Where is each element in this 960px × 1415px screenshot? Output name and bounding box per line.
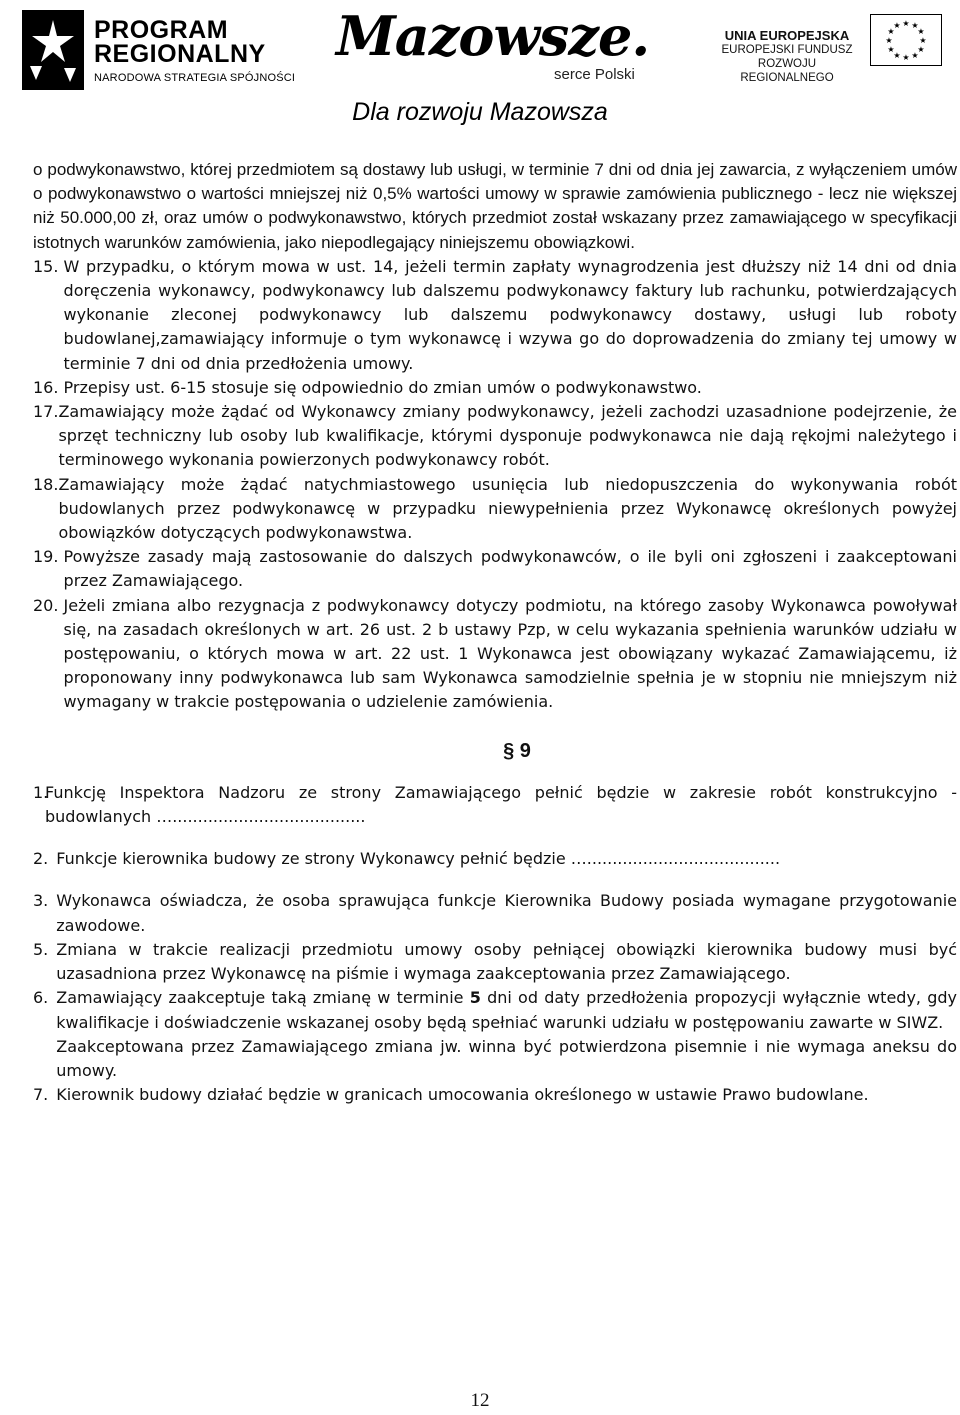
intro-paragraph: o podwykonawstwo, której przedmiotem są dostawy lub usługi, w terminie 7 dni od dnia jej zawarcia, z wyłączeniem umów o podwykonawstwo o wartości mniejszej niż 0,5% wartości umowy w sprawie zamówienia publicznego - lecz nie większej niż 50.000,00 zł, oraz umów o podwykonawstwo, których przedmiot został wskazany przez zamawiającego w specyfikacji istotnych warunków zamówienia, jako niepodlegający niniejszemu obowiązkowi. xyxy=(33,160,957,252)
svg-text:★: ★ xyxy=(917,27,925,36)
item-text: W przypadku, o którym mowa w ust. 14, jeżeli termin zapłaty wynagrodzenia jest dłuższy niż 14 dni od dnia doręczenia wykonawcy, podwykonawcy lub dalszemu podwykonawcy faktury lub rachunku, potwierdzających wykonanie zleconej podwykonawcy lub dalszemu podwykonawcy dostawy, usługi lub roboty budowlanej,zamawiający informuje o tym wykonawcę i wzywa go do doprowadzenia do zmiany tej umowy w terminie 7 dni od dnia przedłożenia umowy. xyxy=(63,256,957,373)
svg-text:★: ★ xyxy=(911,51,919,60)
item-text: Zamawiający może żądać od Wykonawcy zmiany podwykonawcy, jeżeli zachodzi uzasadnione podejrzenie, że sprzęt techniczny lub osoby lub kwalifikacje, którymi dysponuje podwykonawca nie dają rękojmi należytego i terminowego wykonania powierzonych podwykonawcy robót. xyxy=(58,402,957,470)
list-item xyxy=(33,847,957,871)
eu-logo-line1: UNIA EUROPEJSKA xyxy=(724,28,850,43)
item-number: 6. xyxy=(33,988,49,1008)
item-text: Wykonawca oświadcza, że osoba sprawująca funkcje Kierownika Budowy posiada wymagane przygotowanie zawodowe. xyxy=(56,891,957,935)
svg-text:★: ★ xyxy=(893,51,901,60)
list-item xyxy=(33,255,957,376)
list-item xyxy=(33,473,957,546)
item-text: Kierownik budowy działać będzie w granicach umocowania określonego w ustawie Prawo budowlane. xyxy=(56,1085,869,1105)
item-text-bold: 5 xyxy=(469,988,481,1008)
item-text: Funkcję Inspektora Nadzoru ze strony Zamawiającego pełnić będzie w zakresie robót konstrukcyjno - budowlanych …...................................... xyxy=(45,782,957,827)
list-item xyxy=(33,376,957,400)
item-text: Powyższe zasady mają zastosowanie do dalszych podwykonawców, o ile byli oni zgłoszeni i zaakceptowani przez Zamawiającego. xyxy=(63,547,957,591)
section-mark: § xyxy=(503,739,515,762)
spacer xyxy=(33,871,957,889)
item-number: 20. xyxy=(33,595,64,615)
page-header xyxy=(0,0,960,140)
section-number: 9 xyxy=(519,739,531,762)
item-number: 1. xyxy=(33,782,49,802)
list-item xyxy=(33,781,957,829)
item-text-part: Zamawiający zaakceptuje taką zmianę w terminie xyxy=(56,988,470,1008)
mazowsze-subtitle: serce Polski xyxy=(554,66,635,83)
mazowsze-logo xyxy=(336,4,656,94)
item-number: 5. xyxy=(33,939,49,959)
header-tagline: Dla rozwoju Mazowsza xyxy=(352,98,608,126)
svg-text:★: ★ xyxy=(887,27,895,36)
list-item xyxy=(33,889,957,937)
svg-text:★: ★ xyxy=(917,45,925,54)
svg-text:★: ★ xyxy=(911,21,919,30)
page-number: 12 xyxy=(470,1390,490,1411)
item-number: 15. xyxy=(33,256,64,276)
document-body xyxy=(33,158,957,1107)
list-item xyxy=(33,938,957,986)
item-continuation: Zaakceptowana przez Zamawiającego zmiana jw. winna być potwierdzona pisemnie i nie wymaga aneksu do umowy. xyxy=(56,1036,957,1080)
svg-text:★: ★ xyxy=(902,53,910,62)
item-number: 3. xyxy=(33,891,49,911)
eu-logo xyxy=(712,19,952,88)
mazowsze-wordmark: Mazowsze. xyxy=(336,4,650,68)
item-text: Zamawiający może żądać natychmiastowego usunięcia lub niedopuszczenia do wykonywania robót budowlanych przez podwykonawcę w przypadku niewypełnienia przez Wykonawcę określonych powyżej obowiązków dotyczących podwykonawstwa. xyxy=(58,474,957,543)
eu-logo-line2: EUROPEJSKI FUNDUSZ xyxy=(721,44,853,56)
program-regionalny-logo xyxy=(22,6,312,96)
svg-text:★: ★ xyxy=(902,19,910,28)
item-text: Przepisy ust. 6-15 stosuje się odpowiednio do zmian umów o podwykonawstwo. xyxy=(63,377,702,397)
eu-flag-icon xyxy=(870,14,942,66)
list-item xyxy=(33,545,957,593)
svg-text:★: ★ xyxy=(919,36,927,45)
list-item xyxy=(33,400,957,473)
item-text: Jeżeli zmiana albo rezygnacja z podwykonawcy dotyczy podmiotu, na którego zasoby Wykonawca powoływał się, na zasadach określonych w art. 26 ust. 2 b ustawy Pzp, w celu wykazania spełnienia warunków udziału w postępowaniu, o których mowa w art. 22 ust. 1 Wykonawca jest obowiązany wykazać Zamawiającemu, iż proponowany inny podwykonawca lub sam Wykonawca samodzielnie spełnia je w stopniu nie mniejszym niż wymagany w trakcie postępowania o udzielenie zamówienia. xyxy=(63,595,957,712)
list-item xyxy=(33,1083,957,1107)
item-number: 17. xyxy=(33,402,59,422)
item-number: 18. xyxy=(33,474,59,494)
svg-text:★: ★ xyxy=(887,45,895,54)
program-logo-line1: PROGRAM xyxy=(94,16,229,44)
list-item xyxy=(33,594,957,715)
program-logo-line3: NARODOWA STRATEGIA SPÓJNOŚCI xyxy=(94,72,296,84)
item-text-part: dni od daty przedłożenia propozycji wyłącznie wtedy, gdy kwalifikacje i doświadczenie wskazanej osoby będą spełniać warunki udziału w postępowaniu zawarte w SIWZ. xyxy=(56,988,958,1032)
list-item xyxy=(33,986,957,1083)
eu-logo-line3: ROZWOJU REGIONALNEGO xyxy=(740,58,834,84)
item-number: 16. xyxy=(33,377,64,397)
section-heading xyxy=(77,739,957,763)
item-text: Zmiana w trakcie realizacji przedmiotu umowy osoby pełniącej obowiązki kierownika budowy musi być uzasadniona przez Wykonawcę na piśmie i wymaga zaakceptowania przez Zamawiającego. xyxy=(56,939,957,984)
svg-text:★: ★ xyxy=(885,36,893,45)
item-text xyxy=(56,986,957,1083)
item-number: 19. xyxy=(33,547,64,567)
item-text: Funkcje kierownika budowy ze strony Wykonawcy pełnić będzie …...................................... xyxy=(56,849,781,869)
item-number: 2. xyxy=(33,849,49,869)
spacer xyxy=(33,829,957,847)
program-regionalny-emblem-icon xyxy=(22,10,84,90)
program-logo-line2: REGIONALNY xyxy=(94,40,266,68)
svg-text:★: ★ xyxy=(893,21,901,30)
item-number: 7. xyxy=(33,1085,49,1105)
